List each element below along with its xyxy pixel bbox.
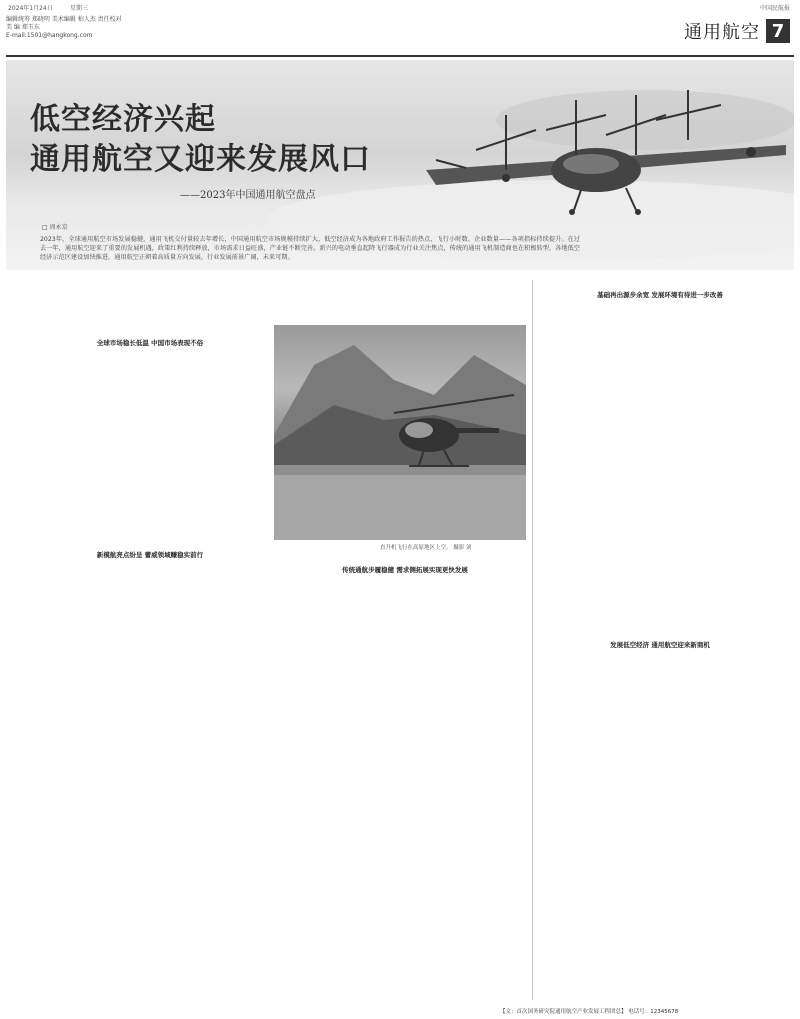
- section-heading-2: 新模航亮点纷呈 蕾威领域赚稳实前行: [96, 551, 204, 559]
- footer-credit: 【文：首次国务研究院通用航空产业发展工程团总】 电话号：12345678: [500, 1009, 679, 1015]
- column-divider: [532, 280, 533, 1000]
- section-heading-1: 全球市场稳长低温 中国市场表现不俗: [96, 339, 204, 347]
- author-byline: □ 周永京: [42, 224, 68, 231]
- section-name: 通用航空: [684, 22, 760, 43]
- meta-line-1: 编辑统筹 郑晓明 美术编辑 柏人杰 责任校对: [6, 16, 122, 23]
- subheadline: ——2023年中国通用航空盘点: [180, 190, 316, 201]
- photo-caption: 直升机飞行在高原地区上空。 摄影 刘: [380, 545, 472, 551]
- editor-meta: [6, 16, 236, 40]
- issue-date: 2024年1月24日: [8, 5, 53, 12]
- intro-paragraph: 2023年，全球通用航空市场发展稳健，通用飞机交付量较去年增长，中国通用航空市场规模持续扩大，低空经济成为各地政府工作报告的热点，飞行小时数、企业数量——各项指标持续提升。在过去一年，通用航空迎来了重要的发展机遇，政策红利持续释放，市场需求日益旺盛，产业链不断完善。新兴的电动垂直起降飞行器成为行业关注焦点，传统的通用飞机制造商也在积极转型，各地低空经济示范区建设加快推进，通用航空正朝着高质量方向发展，行业发展前景广阔，未来可期。: [40, 236, 580, 261]
- headline: [30, 100, 371, 180]
- paper-name: 中国民航报: [759, 5, 790, 12]
- section-heading-3: 传统通航步履稳健 需求侧拓展实现更快发展: [342, 566, 468, 574]
- section-header: [684, 18, 790, 44]
- page-number: 7: [766, 19, 790, 43]
- helicopter-illustration: [274, 325, 526, 540]
- top-line: [0, 0, 800, 14]
- header-rule: [6, 55, 794, 57]
- headline-line-1: 低空经济兴起: [30, 102, 216, 137]
- meta-email: E-mail:1501@hangkong.com: [6, 32, 93, 39]
- section-heading-5: 发展低空经济 通用航空迎来新商机: [610, 641, 710, 649]
- issue-weekday: 星期三: [70, 5, 89, 12]
- helicopter-photo: [274, 325, 526, 540]
- headline-line-2: 通用航空又迎来发展风口: [30, 142, 371, 177]
- meta-line-2: 美 编 郑玉东: [6, 24, 40, 31]
- section-heading-4: 基础再出源步余宽 发展环境有待进一步改善: [597, 291, 723, 299]
